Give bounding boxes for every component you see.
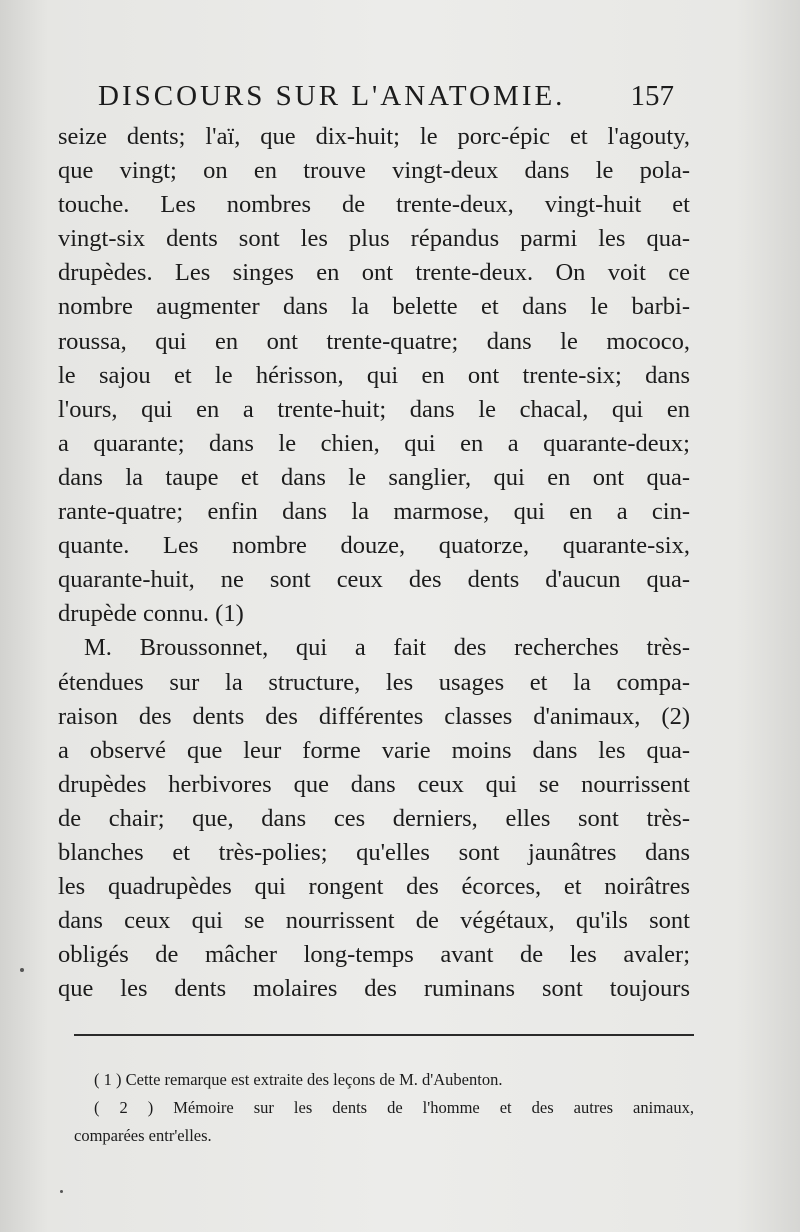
footnote-1: ( 1 ) Cette remarque est extraite des leçons de M. d'Aubenton. bbox=[94, 1070, 503, 1089]
page-header bbox=[98, 80, 688, 120]
text-line: M. Broussonnet, qui a fait des recherches très- bbox=[84, 634, 690, 662]
text-line: dans la taupe et dans le sanglier, qui en ont qua- bbox=[58, 463, 690, 491]
text-line: touche. Les nombres de trente-deux, vingt-huit et bbox=[58, 191, 690, 219]
text-line: nombre augmenter dans la belette et dans le barbi- bbox=[58, 293, 690, 321]
footnote-divider bbox=[74, 1034, 694, 1036]
page-number: 157 bbox=[630, 80, 674, 112]
text-line: le sajou et le hérisson, qui en ont trente-six; dans bbox=[58, 361, 690, 389]
footnotes bbox=[74, 1066, 694, 1150]
text-line: quante. Les nombre douze, quatorze, quarante-six, bbox=[58, 532, 690, 560]
text-line: les quadrupèdes qui rongent des écorces, et noirâtres bbox=[58, 873, 690, 901]
text-line: étendues sur la structure, les usages et la compa- bbox=[58, 668, 690, 696]
text-line: raison des dents des différentes classes d'animaux, (2) bbox=[58, 702, 690, 730]
text-line: drupèdes herbivores que dans ceux qui se nourrissent bbox=[58, 770, 690, 798]
text-line: a quarante; dans le chien, qui en a quarante-deux; bbox=[58, 429, 690, 457]
text-line: roussa, qui en ont trente-quatre; dans le mococo, bbox=[58, 327, 690, 355]
text-line: obligés de mâcher long-temps avant de les avaler; bbox=[58, 941, 690, 969]
text-line: dans ceux qui se nourrissent de végétaux, qu'ils sont bbox=[58, 907, 690, 935]
text-line: rante-quatre; enfin dans la marmose, qui en a cin- bbox=[58, 498, 690, 526]
text-line: de chair; que, dans ces derniers, elles sont très- bbox=[58, 804, 690, 832]
paper-speck bbox=[60, 1190, 63, 1193]
text-line: que les dents molaires des ruminans sont toujours bbox=[58, 975, 690, 1003]
text-line: vingt-six dents sont les plus répandus parmi les qua- bbox=[58, 225, 690, 253]
footnote-2: ( 2 ) Mémoire sur les dents de l'homme et des autres animaux, bbox=[94, 1098, 694, 1117]
footnote-2-continuation: comparées entr'elles. bbox=[74, 1126, 212, 1145]
text-line: l'ours, qui en a trente-huit; dans le chacal, qui en bbox=[58, 395, 690, 423]
main-text bbox=[58, 120, 690, 1006]
paper-speck bbox=[20, 968, 24, 972]
running-head: DISCOURS SUR L'ANATOMIE. bbox=[98, 80, 566, 112]
text-line: que vingt; on en trouve vingt-deux dans le pola- bbox=[58, 157, 690, 185]
text-line: a observé que leur forme varie moins dans les qua- bbox=[58, 736, 690, 764]
text-line: quarante-huit, ne sont ceux des dents d'aucun qua- bbox=[58, 566, 690, 594]
text-line: drupèdes. Les singes en ont trente-deux. On voit ce bbox=[58, 259, 690, 287]
text-line: seize dents; l'aï, que dix-huit; le porc-épic et l'agouty, bbox=[58, 123, 690, 150]
text-line: drupède connu. (1) bbox=[58, 600, 244, 628]
text-line: blanches et très-polies; qu'elles sont jaunâtres dans bbox=[58, 838, 690, 866]
